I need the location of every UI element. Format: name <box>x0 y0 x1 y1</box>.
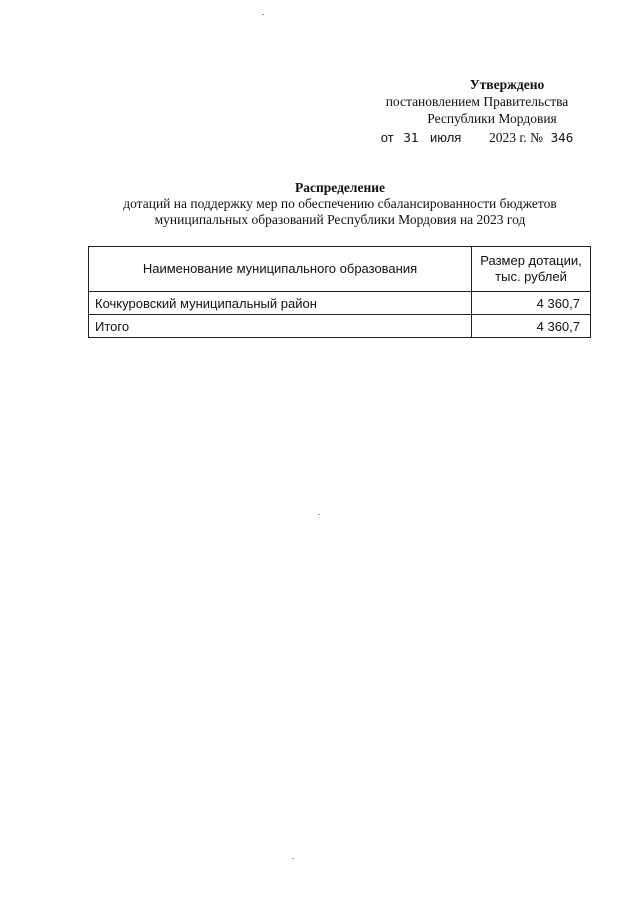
resolution-number: 346 <box>550 130 574 145</box>
approval-title: Утверждено <box>469 77 545 92</box>
document-subtitle-line-1: дотаций на поддержку мер по обеспечению сбалансированности бюджетов <box>123 196 557 211</box>
table-row-total <box>89 315 591 338</box>
header-amount-line-1: Размер дотации, <box>480 253 582 268</box>
scan-speck <box>318 514 320 515</box>
header-amount-line-2: тыс. рублей <box>495 269 567 284</box>
date-prefix: от <box>380 130 394 145</box>
document-title: Распределение <box>294 180 386 195</box>
approval-date-line <box>362 129 592 146</box>
date-day: 31 <box>403 130 419 145</box>
approval-line-2: Республики Мордовия <box>427 111 557 126</box>
approval-block <box>362 76 592 146</box>
header-subsidy-amount <box>472 247 591 292</box>
total-amount: 4 360,7 <box>472 315 591 338</box>
distribution-table <box>88 246 591 338</box>
document-subtitle-line-2: муниципальных образований Республики Мордовия на 2023 год <box>154 212 526 227</box>
table-row <box>89 292 591 315</box>
date-month: июля <box>430 130 462 145</box>
row-municipality-name: Кочкуровский муниципальный район <box>89 292 472 315</box>
total-label: Итого <box>89 315 472 338</box>
row-subsidy-amount: 4 360,7 <box>472 292 591 315</box>
header-municipality-name: Наименование муниципального образования <box>89 247 472 292</box>
scan-speck <box>292 858 294 859</box>
scan-speck <box>262 14 264 15</box>
approval-line-1: постановлением Правительства <box>385 94 569 109</box>
date-year: 2023 г. № <box>488 130 544 145</box>
table-header-row <box>89 247 591 292</box>
document-title-block <box>90 180 590 228</box>
